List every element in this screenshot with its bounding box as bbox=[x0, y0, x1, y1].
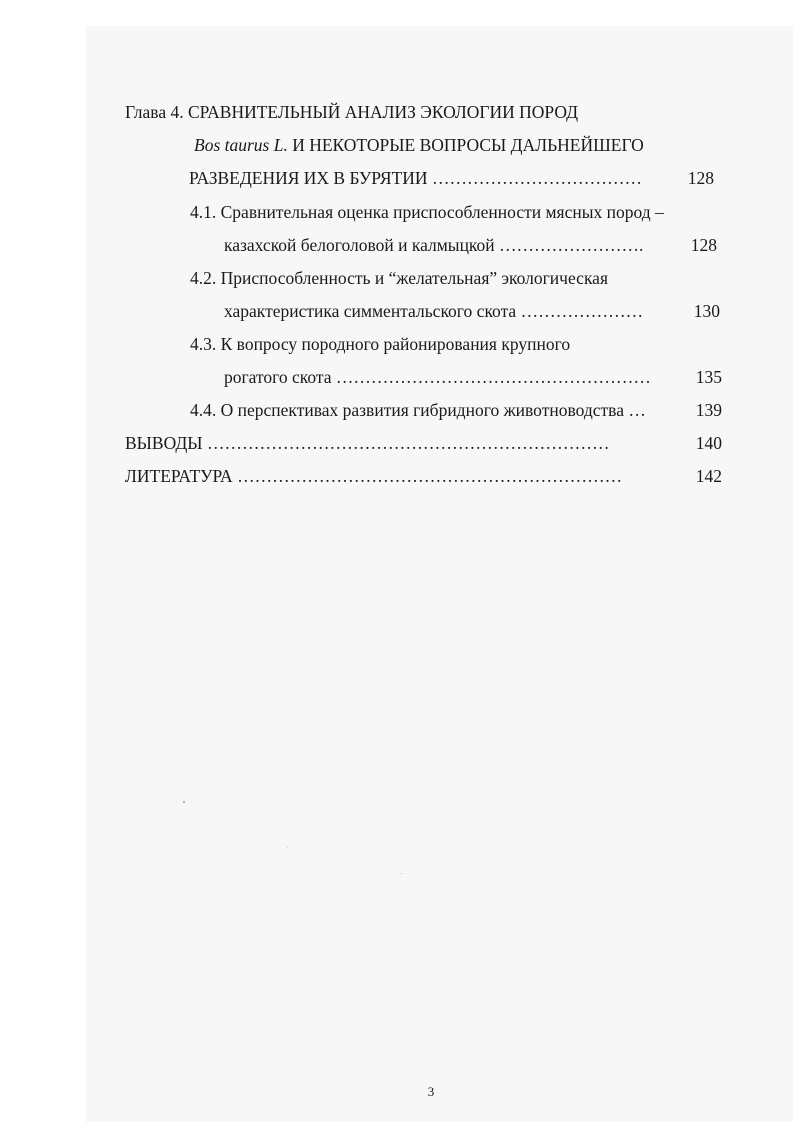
toc-chapter-4-prefix: Глава 4. bbox=[125, 102, 188, 122]
toc-section-4-2-line-2: характеристика симментальского скота ………………… bbox=[224, 301, 644, 321]
toc-section-4-1-line-2: казахской белоголовой и калмыцкой ……………………. bbox=[224, 235, 644, 255]
toc-section-4-1-line-1: 4.1. Сравнительная оценка приспособленности мясных пород – bbox=[190, 202, 664, 222]
toc-section-4-4-line-1: 4.4. О перспективах развития гибридного животноводства … bbox=[190, 400, 646, 420]
scan-speck bbox=[287, 847, 288, 848]
scan-speck bbox=[401, 873, 402, 874]
toc-chapter-4-title-line-2: И НЕКОТОРЫЕ ВОПРОСЫ ДАЛЬНЕЙШЕГО bbox=[287, 135, 644, 155]
toc-chapter-4-line-3: РАЗВЕДЕНИЯ ИХ В БУРЯТИИ ……………………………… bbox=[189, 168, 642, 188]
toc-chapter-4-latin-name: Bos taurus L. bbox=[194, 135, 288, 155]
toc-chapter-4-line-2 bbox=[194, 134, 644, 156]
toc-literature-page: 142 bbox=[695, 466, 722, 486]
toc-section-4-2-line-1: 4.2. Приспособленность и “желательная” экологическая bbox=[190, 268, 609, 288]
scan-speck bbox=[183, 801, 185, 803]
toc-section-4-2-page: 130 bbox=[693, 301, 720, 321]
toc-section-4-3-line-2: рогатого скота ……………………………………………… bbox=[224, 367, 651, 387]
toc-chapter-4-page: 128 bbox=[687, 168, 714, 188]
toc-section-4-3-page: 135 bbox=[695, 367, 722, 387]
toc-conclusions: ВЫВОДЫ …………………………………………………………… bbox=[125, 433, 610, 453]
toc-chapter-4-line-1 bbox=[125, 101, 578, 123]
document-page bbox=[86, 26, 793, 1122]
page-number: 3 bbox=[427, 1084, 435, 1099]
toc-literature: ЛИТЕРАТУРА ………………………………………………………… bbox=[125, 466, 623, 486]
toc-conclusions-page: 140 bbox=[695, 433, 722, 453]
toc-section-4-1-page: 128 bbox=[690, 235, 717, 255]
toc-chapter-4-title-line-1: СРАВНИТЕЛЬНЫЙ АНАЛИЗ ЭКОЛОГИИ ПОРОД bbox=[187, 102, 579, 122]
toc-section-4-3-line-1: 4.3. К вопросу породного районирования крупного bbox=[190, 334, 571, 354]
toc-section-4-4-page: 139 bbox=[695, 400, 722, 420]
